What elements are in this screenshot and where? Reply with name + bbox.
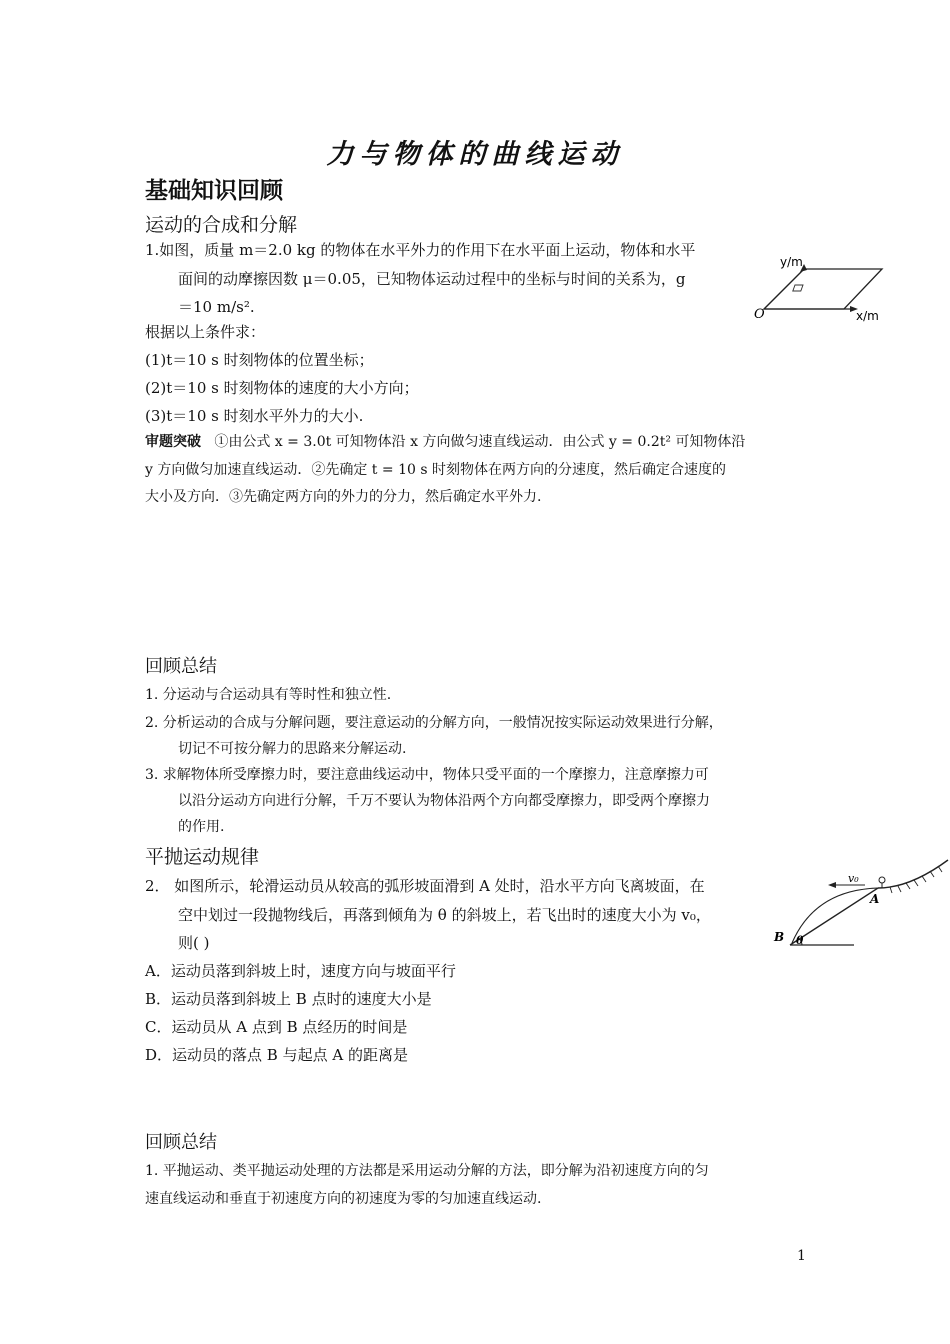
review1-item3-cont1: 以沿分运动方向进行分解，千万不要认为物体沿两个方向都受摩擦力，即受两个摩擦力 [178, 793, 710, 809]
hint-line2: y 方向做匀加速直线运动．②先确定 t = 10 s 时刻物体在两方向的分速度，然后确定合速度的 [145, 462, 726, 478]
v0-label: v₀ [848, 872, 859, 885]
q1-line2: 面间的动摩擦因数 μ＝0.05，已知物体运动过程中的坐标与时间的关系为，g [178, 270, 686, 288]
point-b-label: B [774, 930, 785, 944]
hint-text1: ①由公式 x = 3.0t 可知物体沿 x 方向做匀速直线运动．由公式 y = 0.2t² 可知物体沿 [214, 434, 746, 450]
hint-label: 审题突破 [145, 434, 201, 450]
section-heading: 基础知识回顾 [145, 178, 283, 204]
q2-line2: 空中划过一段抛物线后，再落到倾角为 θ 的斜坡上，若飞出时的速度大小为 v₀， [178, 906, 711, 924]
review1-item3: 3. 求解物体所受摩擦力时，要注意曲线运动中，物体只受平面的一个摩擦力，注意摩擦力可 [145, 767, 709, 783]
hint-line3: 大小及方向．③先确定两方向的外力的分力，然后确定水平外力. [145, 489, 542, 505]
figure-xy-plane [752, 252, 892, 324]
x-axis-label: x/m [856, 309, 879, 323]
block-icon [793, 285, 803, 291]
review2-item1: 1. 平抛运动、类平抛运动处理的方法都是采用运动分解的方法，即分解为沿初速度方向的匀 [145, 1163, 709, 1179]
q1-part1: (1)t＝10 s 时刻物体的位置坐标； [145, 351, 374, 369]
page-title: 力与物体的曲线运动 [326, 139, 624, 170]
review2-item1-cont: 速直线运动和垂直于初速度方向的初速度为零的匀加速直线运动. [145, 1191, 542, 1207]
arc-slope [878, 860, 948, 888]
q1-line3: ＝10 m/s². [178, 298, 255, 316]
q2-option-d: D．运动员的落点 B 与起点 A 的距离是 [145, 1046, 408, 1064]
q2-option-b: B．运动员落到斜坡上 B 点时的速度大小是 [145, 990, 432, 1008]
q2-option-a: A．运动员落到斜坡上时，速度方向与坡面平行 [145, 962, 456, 980]
review1-item3-cont2: 的作用. [178, 819, 225, 835]
q1-part3: (3)t＝10 s 时刻水平外力的大小. [145, 407, 364, 425]
q2-line1: 2． 如图所示，轮滑运动员从较高的弧形坡面滑到 A 处时，沿水平方向飞离坡面，在 [145, 877, 705, 895]
skater-icon [879, 877, 885, 883]
q1-line1: 1.如图，质量 m＝2.0 kg 的物体在水平外力的作用下在水平面上运动，物体和水平 [145, 241, 696, 259]
review1-item2: 2. 分析运动的合成与分解问题，要注意运动的分解方向，一般情况按实际运动效果进行分解， [145, 715, 723, 731]
y-axis-label: y/m [780, 255, 803, 269]
figure-ski-jump [770, 855, 950, 950]
hint-line1 [145, 429, 745, 456]
origin-label: O [754, 307, 765, 322]
review1-item1: 1. 分运动与合运动具有等时性和独立性. [145, 687, 392, 703]
q1-part2: (2)t＝10 s 时刻物体的速度的大小方向； [145, 379, 419, 397]
subsection-heading-composition: 运动的合成和分解 [145, 214, 298, 236]
plane-parallelogram [764, 269, 882, 309]
page-number: 1 [797, 1248, 806, 1264]
q2-line3: 则( ) [178, 934, 210, 952]
review-heading-2: 回顾总结 [145, 1132, 217, 1153]
point-a-label: A [870, 892, 880, 906]
review-heading-1: 回顾总结 [145, 656, 217, 677]
q2-option-c: C．运动员从 A 点到 B 点经历的时间是 [145, 1018, 408, 1036]
theta-label: θ [796, 934, 804, 947]
velocity-arrow-icon [828, 882, 836, 888]
review1-item2-cont: 切记不可按分解力的思路来分解运动. [178, 741, 407, 757]
q1-line4: 根据以上条件求： [145, 323, 266, 341]
subsection-heading-projectile: 平抛运动规律 [145, 846, 260, 868]
